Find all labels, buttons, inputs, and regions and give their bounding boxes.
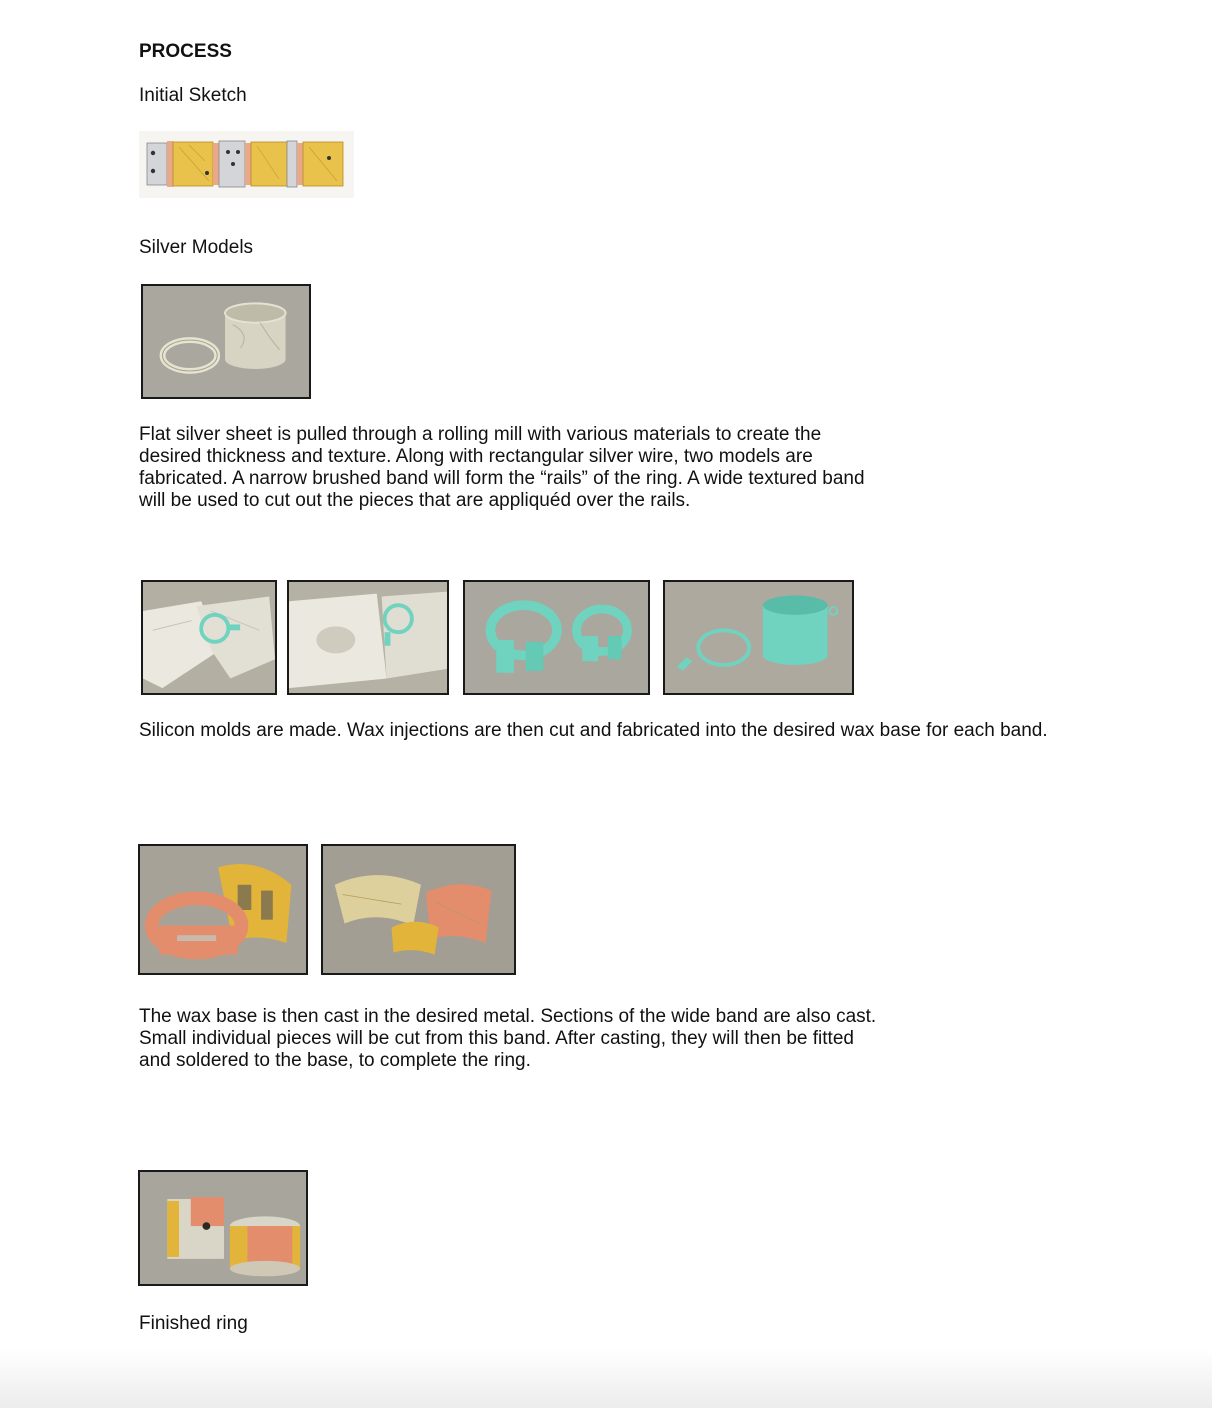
casting-description: The wax base is then cast in the desired metal. Sections of the wide band are also cast. Small individual pieces will be cut from this band. After casting, they will then be fitted and soldered to the base, to complete the ring. [139, 1006, 877, 1071]
wax-injections-photo [463, 580, 650, 695]
molds-description: Silicon molds are made. Wax injections are then cut and fabricated into the desired wax base for each band. [139, 720, 1048, 741]
wax-bases-photo [663, 580, 854, 695]
silicone-mold-photo-2 [287, 580, 449, 695]
silver-models-description: Flat silver sheet is pulled through a rolling mill with various materials to create the desired thickness and texture. Along with rectangular silver wire, two models are fabricated. A narrow brushed band will form the “rails” of the ring. A wide textured band will be used to cut out the pieces that are appliquéd over the rails. [139, 424, 865, 511]
initial-sketch-label: Initial Sketch [139, 85, 247, 106]
silver-models-photo [141, 284, 311, 399]
finished-ring-label: Finished ring [139, 1313, 248, 1334]
silver-models-label: Silver Models [139, 237, 254, 258]
initial-sketch-image [139, 131, 354, 198]
cast-bases-photo [138, 844, 308, 975]
cast-band-sections-photo [321, 844, 516, 975]
silicone-mold-photo-1 [141, 580, 277, 695]
page-heading: PROCESS [139, 41, 232, 62]
page-bottom-fade [0, 1348, 1212, 1408]
finished-ring-photo [138, 1170, 308, 1286]
